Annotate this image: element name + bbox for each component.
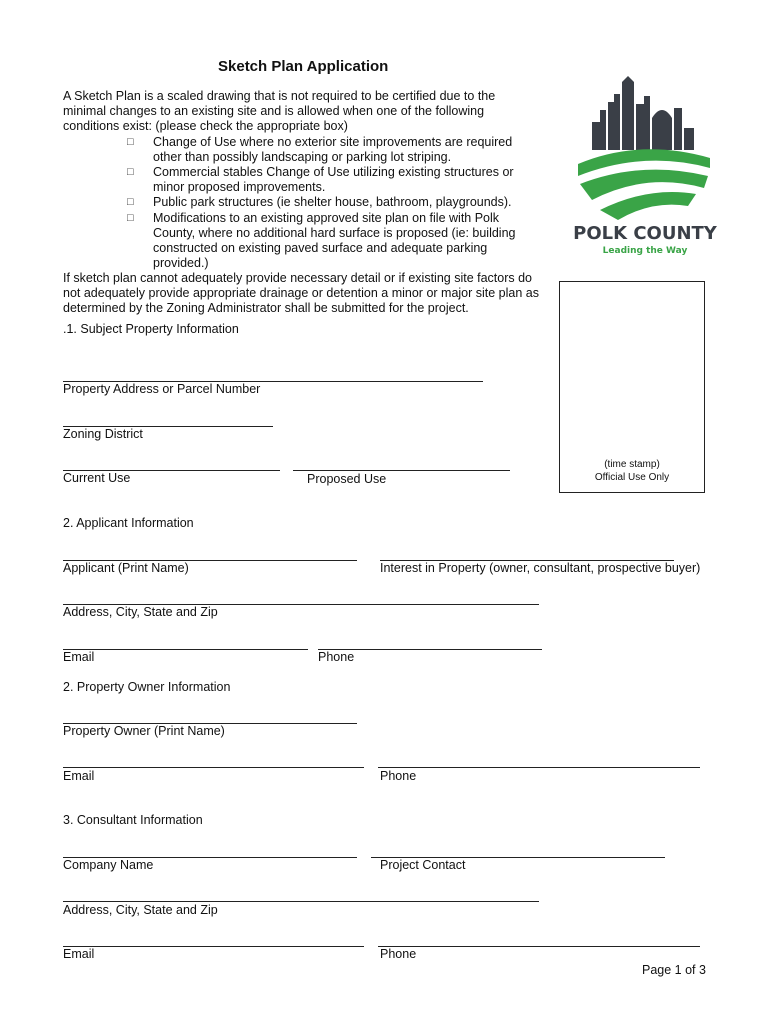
checkbox-icon[interactable]: □	[127, 211, 134, 224]
owner-email-field[interactable]	[63, 767, 364, 768]
stamp-line-1: (time stamp)	[604, 459, 660, 470]
option-label: Commercial stables Change of Use utilizing existing structures or minor proposed improvements.	[153, 165, 514, 195]
section-subject-heading: .1. Subject Property Information	[63, 322, 239, 336]
checkbox-icon[interactable]: □	[127, 166, 134, 179]
applicant-address-label: Address, City, State and Zip	[63, 605, 218, 619]
applicant-phone-label: Phone	[318, 650, 355, 664]
company-name-label: Company Name	[63, 858, 154, 872]
checkbox-icon[interactable]: □	[127, 135, 134, 148]
interest-label: Interest in Property (owner, consultant, prospective buyer)	[380, 561, 701, 575]
option-change-of-use[interactable]	[63, 135, 533, 165]
owner-phone-label: Phone	[380, 769, 417, 783]
section-consultant-heading: 3. Consultant Information	[63, 813, 203, 827]
option-public-park[interactable]	[63, 195, 533, 210]
form-title: Sketch Plan Application	[218, 58, 389, 75]
option-label: Modifications to an existing approved site plan on file with Polk County, where no additional hard surface is proposed (ie: building constructed on existing paved surface and adequate parking provided.)	[153, 210, 516, 271]
section-applicant-heading: 2. Applicant Information	[63, 516, 194, 530]
consultant-phone-field[interactable]	[378, 946, 700, 947]
consultant-address-label: Address, City, State and Zip	[63, 903, 218, 917]
consultant-email-field[interactable]	[63, 946, 364, 947]
applicant-name-label: Applicant (Print Name)	[63, 561, 189, 575]
consultant-phone-label: Phone	[380, 947, 417, 961]
option-modifications[interactable]	[63, 211, 533, 272]
section-owner-heading: 2. Property Owner Information	[63, 680, 231, 694]
checkbox-icon[interactable]: □	[127, 196, 134, 209]
skyline-logo-icon	[570, 72, 720, 262]
proposed-use-field[interactable]	[293, 470, 510, 471]
polk-county-logo	[570, 72, 720, 262]
instructions-text: If sketch plan cannot adequately provide necessary detail or if existing site factors do not adequately provide appropriate drainage or detention a minor or major site plan as determined by the Zoning Administrator shall be submitted for the project.	[63, 271, 539, 316]
time-stamp-box	[559, 281, 705, 493]
logo-tagline: Leading the Way	[602, 246, 688, 256]
consultant-address-field[interactable]	[63, 901, 539, 902]
owner-email-label: Email	[63, 769, 95, 783]
logo-name: POLK COUNTY	[573, 223, 717, 244]
option-commercial-stables[interactable]	[63, 165, 533, 195]
intro-block	[63, 89, 533, 271]
option-label: Public park structures (ie shelter house, bathroom, playgrounds).	[153, 195, 512, 210]
zoning-district-label: Zoning District	[63, 427, 143, 441]
option-label: Change of Use where no exterior site improvements are required other than possibly landscaping or parking lot striping.	[153, 134, 513, 164]
project-contact-label: Project Contact	[380, 858, 466, 872]
proposed-use-label: Proposed Use	[307, 472, 387, 486]
applicant-email-field[interactable]	[63, 649, 308, 650]
current-use-label: Current Use	[63, 471, 131, 485]
intro-text: A Sketch Plan is a scaled drawing that is not required to be certified due to the minimal changes to an existing site and is allowed when one of the following conditions exist: (please check the appropriate box)	[63, 89, 496, 134]
property-address-label: Property Address or Parcel Number	[63, 382, 261, 396]
stamp-line-2: Official Use Only	[594, 472, 670, 483]
applicant-email-label: Email	[63, 650, 95, 664]
owner-name-label: Property Owner (Print Name)	[63, 724, 225, 738]
owner-phone-field[interactable]	[378, 767, 700, 768]
page-number: Page 1 of 3	[642, 963, 706, 977]
consultant-email-label: Email	[63, 947, 95, 961]
